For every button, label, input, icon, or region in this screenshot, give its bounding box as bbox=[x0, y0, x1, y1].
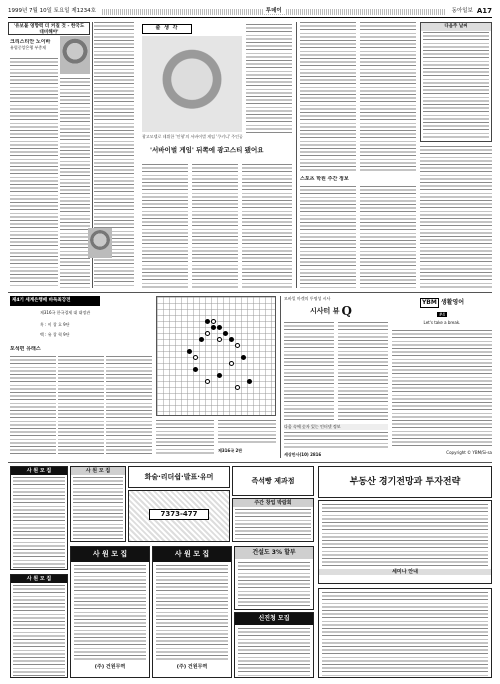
ad-recruit-1-body bbox=[13, 477, 65, 570]
mid-rule bbox=[8, 292, 492, 293]
go-caption: 제316국 2판 bbox=[218, 448, 243, 453]
go-stone-black bbox=[205, 319, 210, 324]
feature-side-text bbox=[246, 24, 292, 134]
interview-byline: 크리스티안 노이바 유럽중앙은행 부총재 bbox=[10, 39, 51, 51]
interview-headline: '유보불 영향력 더 커질 것 - 한국도 대비해야' bbox=[13, 24, 85, 35]
ad-bottom-right-body bbox=[322, 592, 488, 676]
go-body-2 bbox=[58, 356, 104, 456]
column-rule-3 bbox=[280, 296, 281, 458]
go-board bbox=[156, 296, 276, 416]
right-body-4 bbox=[360, 186, 416, 288]
feature-body-1 bbox=[142, 164, 188, 288]
interview-body-2 bbox=[60, 78, 90, 288]
go-black-player: 흑 : 이 창 호 9단 bbox=[40, 322, 70, 327]
go-stone-black bbox=[199, 337, 204, 342]
ybm-sub: Let's take a break. bbox=[423, 320, 461, 325]
ad-install: 건설도 3% 할부 bbox=[234, 546, 314, 610]
header-band bbox=[102, 9, 446, 15]
page-number: A17 bbox=[476, 7, 492, 16]
go-stone-black bbox=[187, 349, 192, 354]
feature-headline: '서바이벌 게임' 뒤쪽에 광고스티 됐어요 bbox=[150, 146, 264, 154]
ad-recruit-5: 사 원 모 집 (주) 건원무역 bbox=[152, 546, 232, 678]
go-body-3 bbox=[106, 356, 152, 456]
sisa-title: 시사터 뷰 bbox=[310, 306, 340, 315]
ad-recruit-2: 사 원 모 집 bbox=[70, 466, 126, 542]
sisa-top: 모바일 마켓의 투명성 시사 bbox=[284, 296, 331, 301]
go-stone-black bbox=[241, 355, 246, 360]
right-body-5 bbox=[420, 146, 492, 288]
ad-recruit-1: 사 원 모 집 bbox=[10, 466, 68, 570]
go-stone-white bbox=[205, 331, 210, 336]
ad-recruit-2-body bbox=[73, 477, 123, 542]
page-header bbox=[8, 6, 492, 18]
ybm-body bbox=[392, 330, 492, 448]
go-label: 제4기 세계은행배 바둑최강전 bbox=[10, 296, 100, 306]
ad-trade: 주간 창업 박람회 bbox=[232, 498, 314, 542]
go-stone-black bbox=[211, 325, 216, 330]
ad-phone: 7373-477 bbox=[149, 509, 209, 520]
sisa-title-row bbox=[310, 304, 390, 318]
ybm-footer: Copyright © YBM/Si-sa bbox=[446, 450, 492, 455]
ybm-num: #4 bbox=[439, 312, 445, 317]
go-body-5 bbox=[218, 420, 276, 444]
go-stone-white bbox=[217, 337, 222, 342]
go-white-player: 백 : 유 창 혁 9단 bbox=[40, 332, 70, 337]
right-body-2 bbox=[360, 22, 416, 172]
right-table-title: 다음주 날씨 bbox=[421, 23, 491, 31]
go-stone-white bbox=[193, 355, 198, 360]
sisa-sub: 다음 속에 숫자 있는 인터넷 정보 bbox=[284, 424, 388, 430]
header-paper: 동아일보 bbox=[451, 8, 473, 15]
go-stone-white bbox=[205, 379, 210, 384]
ad-realestate-lines bbox=[322, 504, 488, 566]
go-stone-black bbox=[229, 337, 234, 342]
column-rule-2 bbox=[296, 22, 297, 288]
profile-photo bbox=[88, 228, 112, 258]
ybm-title: 생활영어 bbox=[440, 299, 465, 307]
sisa-body-2 bbox=[338, 322, 388, 422]
ad-realestate: 부동산 경기전망과 투자전략 bbox=[318, 466, 492, 498]
right-section-head: 스포츠 학원 주간 정보 bbox=[300, 176, 349, 182]
go-stone-black bbox=[193, 367, 198, 372]
ad-recruit-3-body bbox=[13, 585, 65, 678]
feature-label-box: 출 생 각 bbox=[142, 24, 192, 34]
ad-recruit-3: 사 원 모 집 bbox=[10, 574, 68, 678]
ybm-num-row bbox=[392, 312, 492, 318]
ad-recruit-4-body bbox=[74, 565, 146, 661]
go-body-4 bbox=[156, 420, 214, 456]
sisa-body-3 bbox=[284, 432, 388, 450]
ybm-badge: YBM bbox=[421, 299, 437, 307]
interview-body bbox=[10, 58, 58, 288]
right-table bbox=[420, 22, 492, 142]
go-stone-white bbox=[235, 385, 240, 390]
sisa-footer: 세상만사(10) 2816 bbox=[284, 452, 322, 457]
header-date: 1999년 7월 10일 토요일 제1234호 bbox=[8, 8, 96, 15]
go-stone-white bbox=[229, 361, 234, 366]
right-body-3 bbox=[300, 186, 356, 288]
feature-photo-caption: 광고모델로 데뷔한 '인형'의 서바이벌 게임 '쿠키니' 주인공 bbox=[142, 134, 243, 139]
go-stone-white bbox=[235, 343, 240, 348]
ad-bottom-right bbox=[318, 588, 492, 678]
go-stone-black bbox=[217, 373, 222, 378]
feature-photo bbox=[142, 36, 242, 132]
header-section: 투데이 bbox=[263, 8, 285, 15]
go-stone-black bbox=[217, 325, 222, 330]
go-stone-white bbox=[211, 319, 216, 324]
ad-bakery: 즉석빵 제과점 bbox=[232, 466, 314, 496]
ad-install-body bbox=[238, 562, 310, 610]
interview-headline-box bbox=[8, 22, 90, 35]
go-section: 포석편 유래스 bbox=[10, 346, 41, 352]
ad-recruit-4: 사 원 모 집 (주) 건원무역 bbox=[70, 546, 150, 678]
right-table-rows bbox=[423, 32, 489, 140]
ad-realestate-body: 세미나 안내 bbox=[318, 500, 492, 584]
go-title: 제316국 한국경제 대 대정관 bbox=[40, 310, 91, 315]
feature-body-3 bbox=[242, 164, 292, 288]
ads-rule bbox=[8, 462, 492, 463]
sisa-body-1 bbox=[284, 322, 334, 422]
ad-speech-body bbox=[128, 490, 230, 542]
ad-staff: 신진청 모집 bbox=[234, 612, 314, 678]
ad-recruit-5-body bbox=[156, 565, 228, 661]
ad-speech: 화술·리더쉽·발표·유머 bbox=[128, 466, 230, 488]
ad-staff-body bbox=[238, 628, 310, 678]
right-body-1 bbox=[300, 22, 356, 172]
go-body-1 bbox=[10, 356, 56, 456]
feature-body-2 bbox=[192, 164, 238, 288]
ybm-header bbox=[392, 296, 492, 310]
ad-trade-body bbox=[235, 509, 311, 542]
interview-photo bbox=[60, 36, 90, 74]
sisa-mark: Q bbox=[341, 304, 352, 318]
go-stone-black bbox=[247, 379, 252, 384]
go-stone-black bbox=[223, 331, 228, 336]
